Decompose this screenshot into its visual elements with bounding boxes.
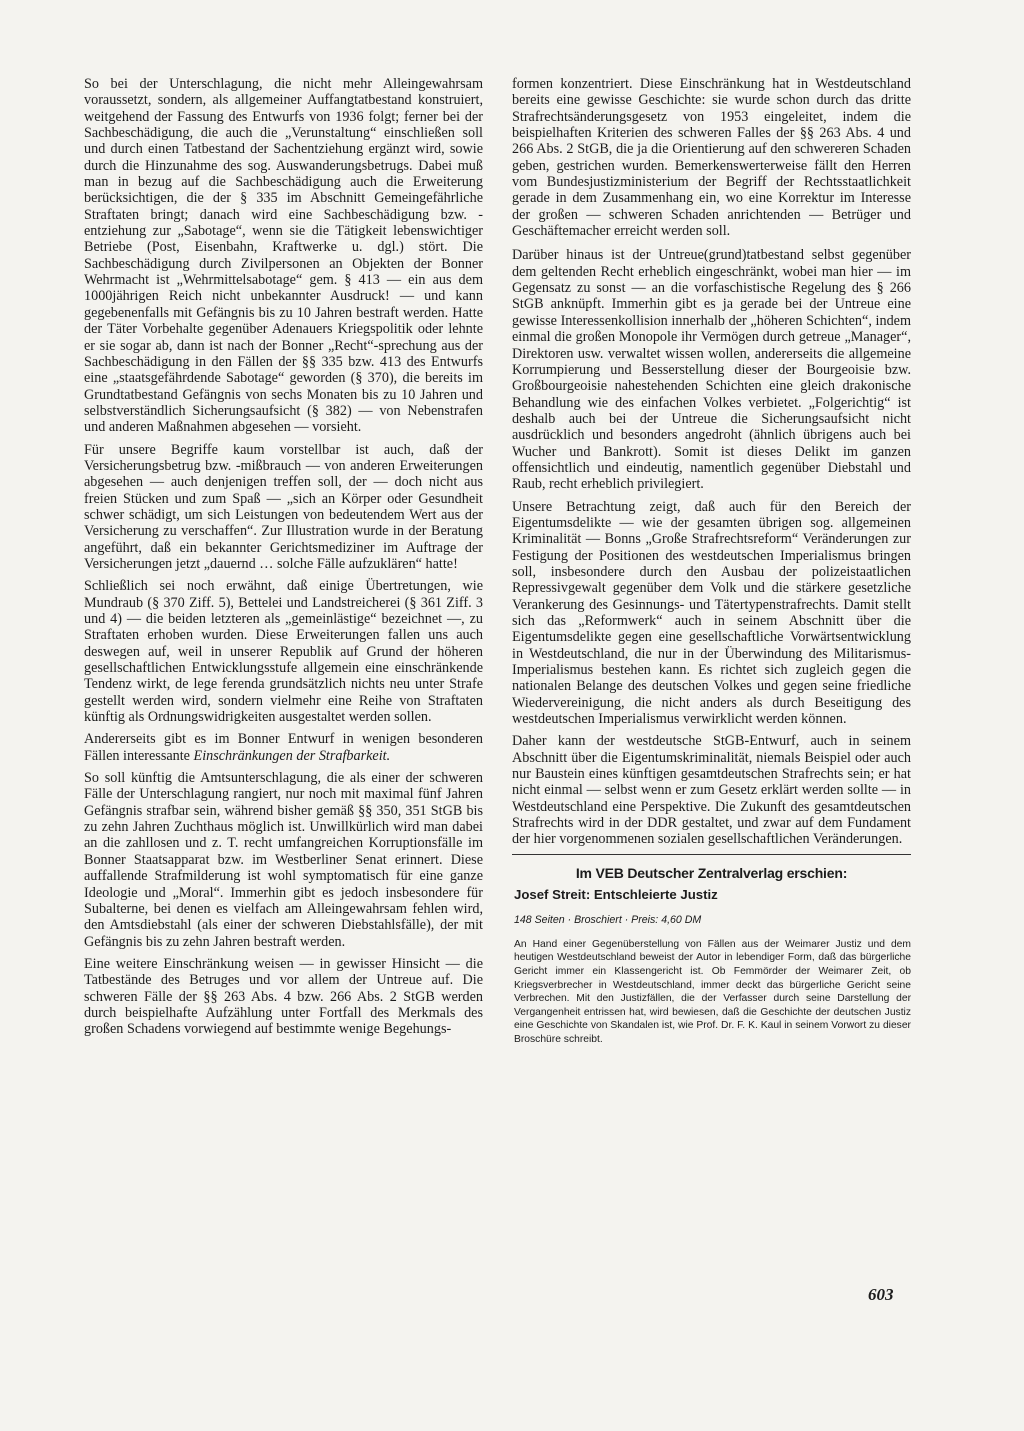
paragraph: Schließlich sei noch erwähnt, daß einige Übertretungen, wie Mundraub (§ 370 Ziff. 5), Bettelei und Landstreicherei (§ 361 Ziff. 3 und 4) — die beiden letzteren als „gemeinlästige“ bezeichnet —, zu Straftaten erhoben wurden. Diese Erweiterungen fallen uns auch deswegen auf, weil in unserer Republik auf Grund der höheren gesellschaftlichen Entwicklungsstufe allgemein eine einschränkende Tendenz wirkt, de lege ferenda grundsätzlich nichts neu unter Strafe gestellt werden wird, sondern vielmehr eine Reihe von Straftaten künftig als Ordnungswidrigkeiten ausgestaltet werden sollen.: [84, 578, 483, 726]
paragraph: Daher kann der westdeutsche StGB-Entwurf, auch in seinem Abschnitt über die Eigentumskriminalität, niemals Beispiel oder auch nur Baustein eines künftigen gesamtdeutschen Strafrechts sein; er hat nicht einmal — selbst wenn er zum Gesetz erklärt werden sollte — in Westdeutschland eine Perspektive. Die Zukunft des gesamtdeutschen Strafrechts wird in der DDR gestaltet, und zwar auf dem Fundament der hier vorgenommenen sozialen gesellschaftlichen Veränderungen.: [512, 733, 911, 848]
emphasis-text: Einschränkungen der Strafbarkeit.: [193, 747, 391, 764]
paragraph: So bei der Unterschlagung, die nicht mehr Alleingewahrsam voraussetzt, sondern, als allgemeiner Auffangtatbestand konstruiert, weitgehend der Fassung des Entwurfs von 1936 folgt; ferner bei der Sachbeschädigung, die auch die „Verunstaltung“ einschließen soll und durch einen Tatbestand der Sachentziehung ergänzt wird, sowie durch die Hinzunahme des sog. Auswanderungsbetrugs. Dabei muß man in bezug auf die Sachbeschädigung auch die Erweiterung berücksichtigen, die der § 335 im Abschnitt Gemeingefährliche Straftaten bringt; danach wird eine Sachbeschädigung bzw. -entziehung zur „Sabotage“, wenn sie die Tätigkeit lebenswichtiger Betriebe (Post, Eisenbahn, Kraftwerke u. dgl.) stört. Die Sachbeschädigung durch Zivilpersonen an Objekten der Bonner Wehrmacht ist „Wehrmittelsabotage“ gem. § 413 — ein aus dem 1000jährigen Reich nicht unbekannter Ausdruck! — und kann gegebenenfalls mit Gefängnis bis zu 10 Jahren bestraft werden. Hatte der Täter Vorbehalte gegenüber Adenauers Kriegspolitik oder lehnte er sie sogar ab, dann ist nach der Bonner „Recht“-sprechung aus der Sachbeschädigung in den Fällen der §§ 335 bzw. 413 des Entwurfs eine „staatsgefährdende Sabotage“ geworden (§ 370), die bereits im Grundtatbestand Gefängnis von sechs Monaten bis zu 10 Jahren und selbstverständlich Sicherungsaufsicht (§ 382) — von Nebenstrafen und anderen Maßnahmen abgesehen — vorsieht.: [84, 76, 483, 436]
paragraph: Eine weitere Einschränkung weisen — in gewisser Hinsicht — die Tatbestände des Betruges und vor allem der Untreue auf. Die schweren Fälle der §§ 263 Abs. 4 bzw. 266 Abs. 2 StGB werden durch beispielhafte Aufzählung unter Fortfall des Merkmals des großen Schadens vorwiegend auf bestimmte wenige Begehungs-: [84, 955, 483, 1038]
left-column: [84, 76, 483, 1044]
paragraph: Unsere Betrachtung zeigt, daß auch für den Bereich der Eigentumsdelikte — wie der gesamten übrigen sog. allgemeinen Kriminalität — Bonns „Große Strafrechtsreform“ Veränderungen zur Festigung der Positionen des westdeutschen Imperialismus bringen soll, insbesondere durch den Ausbau der polizeistaatlichen Repressivgewalt gegenüber dem Volk und die stärkere gesetzliche Verankerung des Gesinnungs- und Tätertypenstrafrechts. Damit stellt sich das „Reformwerk“ auch in seinem Abschnitt über die Eigentumsdelikte gegen eine gesellschaftliche Vorwärtsentwicklung in Westdeutschland, die nur in der Überwindung des Militarismus-Imperialismus bestehen kann. Es richtet sich zugleich gegen die nationalen Belange des deutschen Volkes und gegen seine friedliche Wiedervereinigung, die nicht anders als durch Beseitigung des westdeutschen Imperialismus verwirklicht werden können.: [512, 498, 911, 728]
publisher-announcement: [512, 865, 911, 1047]
book-title: Josef Streit: Entschleierte Justiz: [514, 887, 718, 903]
announcement-heading: Im VEB Deutscher Zentralverlag erschien:: [575, 864, 848, 881]
paragraph: [84, 731, 483, 764]
divider: [512, 854, 911, 855]
book-description: An Hand einer Gegenüberstellung von Fällen aus der Weimarer Justiz und dem heutigen Westdeutschland beweist der Autor in lebendiger Form, daß das bürgerliche Gericht immer ein Klassengericht ist. Ob Femmörder der Weimarer Zeit, ob Kriegsverbrecher in Westdeutschland, immer deckt das bürgerliche Gericht seine Verbrechen. Mit den Justizfällen, die der Verfasser durch seine Darstellung der Vergangenheit entrissen hat, wird bewiesen, daß die Geschichte der deutschen Justiz eine Geschichte von Skandalen ist, wie Prof. Dr. F. K. Kaul in seinem Vorwort zu dieser Broschüre schreibt.: [514, 938, 911, 1045]
paragraph: Für unsere Begriffe kaum vorstellbar ist auch, daß der Versicherungsbetrug bzw. -mißbrauch — von anderen Erweiterungen abgesehen — auch denjenigen treffen soll, der — doch nicht aus freien Stücken und zum Spaß — „sich an Körper oder Gesundheit schwer schädigt, um sich Leistungen von bedeutendem Wert aus der Versicherung zu verschaffen“. Zur Illustration wurde in der Beratung angeführt, daß ein bekannter Gerichtsmediziner im Auftrage der Versicherungen jetzt „dauernd … solche Fälle aufzuklären“ hatte!: [84, 441, 483, 572]
paragraph-text: Andererseits gibt es im Bonner Entwurf in wenigen besonderen Fällen interessante: [84, 731, 483, 764]
page-number: 603: [868, 1285, 894, 1304]
right-column: [512, 76, 911, 1047]
book-details: 148 Seiten · Broschiert · Preis: 4,60 DM: [514, 913, 702, 926]
paragraph: Darüber hinaus ist der Untreue(grund)tatbestand selbst gegenüber dem geltenden Recht erheblich eingeschränkt, wobei man hier — im Gegensatz zu sonst — an die vorfaschistische Regelung des § 266 StGB anknüpft. Immerhin gibt es ja gerade bei der Untreue eine gewisse Interessenkollision innerhalb der „höheren Schichten“, indem einmal die großen Monopole ihr Vermögen durch getreue „Manager“, Direktoren usw. verwaltet wissen wollen, andererseits die allgemeine Korrumpierung und Besserstellung dieser der Bourgeoisie bzw. Großbourgeoisie nahestehenden Schichten eine gleich drakonische Behandlung wie des einfachen Volkes verbietet. „Folgerichtig“ ist deshalb auch bei der Untreue die Sicherungsaufsicht nicht ausdrücklich und besonders angedroht (ähnlich übrigens auch bei Wucher und Bankrott). Somit ist dieses Delikt im ganzen offensichtlich und eindeutig, namentlich gegenüber Diebstahl und Raub, recht erheblich privilegiert.: [512, 247, 911, 493]
paragraph: formen konzentriert. Diese Einschränkung hat in Westdeutschland bereits eine gewisse Geschichte: sie wurde schon durch das dritte Strafrechtsänderungsgesetz von 1953 eingeleitet, indem die beispielhaften Kriterien des schweren Falles der §§ 263 Abs. 4 und 266 Abs. 2 StGB, die ja die Orientierung auf den schwereren Schaden geben, gestrichen wurden. Bemerkenswerterweise fällt den Herren vom Bundesjustizministerium der Begriff der Rechtsstaatlichkeit gerade in dem Zusammenhang ein, wo eine Korrektur im Interesse der großen — schweren Schaden anrichtenden — Betrüger und Geschäftemacher erreicht werden soll.: [512, 76, 911, 240]
paragraph: So soll künftig die Amtsunterschlagung, die als einer der schweren Fälle der Unterschlagung rangiert, nur noch mit maximal fünf Jahren Gefängnis strafbar sein, während bisher gemäß §§ 350, 351 StGB bis zu zehn Jahren Zuchthaus möglich ist. Unwillkürlich wird man dabei an die zahllosen und z. T. recht umfangreichen Korruptionsfälle im Bonner Staatsapparat bzw. im Westberliner Senat erinnert. Diese auffallende Strafmilderung ist wohl symptomatisch für eine ganze Ideologie und „Moral“. Immerhin gibt es jedoch insbesondere für Subalterne, bei denen es vielfach am Alleingewahrsam fehlen wird, den Amtsdiebstahl (als einer der schweren Diebstahlsfälle), der mit Gefängnis bis zu zehn Jahren bestraft werden.: [84, 770, 483, 950]
